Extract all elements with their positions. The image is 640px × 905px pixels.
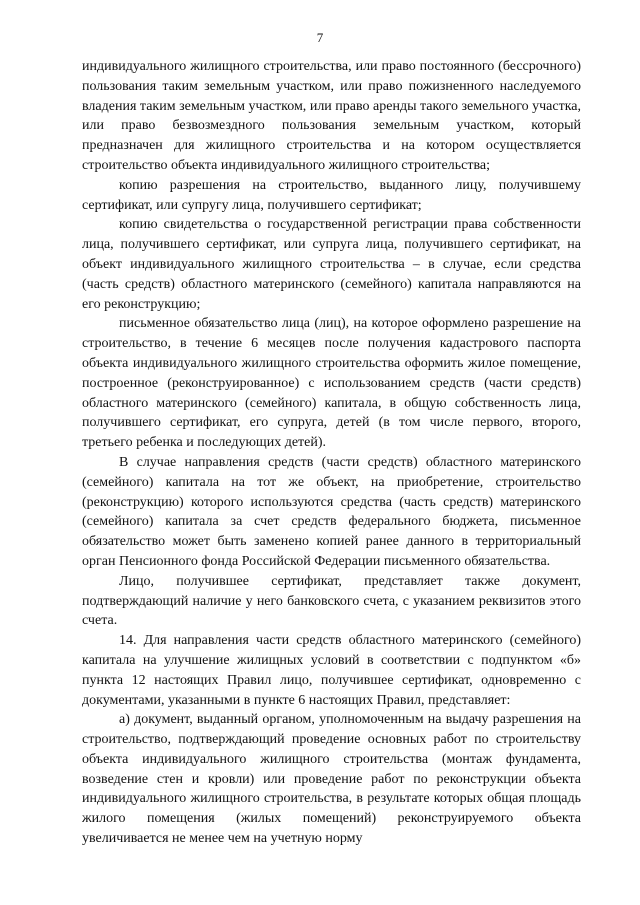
paragraph-item-14a: а) документ, выданный органом, уполномоченным на выдачу разрешения на строительство, подтверждающий проведение основных работ по строительству объекта индивидуального жилищного строительства (монтаж фундамента, возведение стен и кровли) или проведение работ по реконструкции объекта индивидуального жилищного строительства, в результате которых общая площадь жилого помещения (жилых помещений) реконструируемого объекта увеличивается не менее чем на учетную норму (82, 712, 581, 847)
paragraph-item-14: 14. Для направления части средств областного материнского (семейного) капитала на улучшение жилищных условий в соответствии с подпунктом «б» пункта 12 настоящих Правил лицо, получившее сертификат, одновременно с документами, указанными в пункте 6 настоящих Правил, представляет: (82, 633, 581, 708)
page-number: 7 (316, 30, 324, 45)
paragraph-bank-account: Лицо, получившее сертификат, представляет также документ, подтверждающий наличие у него банковского счета, с указанием реквизитов этого счета. (82, 573, 581, 629)
document-body (82, 57, 581, 849)
paragraph-continuation: индивидуального жилищного строительства, или право постоянного (бессрочного) пользования таким земельным участком, или право пожизненного наследуемого владения таким земельным участком, или право аренды такого земельного участка, или право безвозмездного пользования земельным участком, который предназначен для жилищного строительства и на котором осуществляется строительство объекта индивидуального жилищного строительства; (82, 59, 581, 173)
paragraph-written-obligation: письменное обязательство лица (лиц), на которое оформлено разрешение на строительство, в течение 6 месяцев после получения кадастрового паспорта объекта индивидуального жилищного строительства оформить жилое помещение, построенное (реконструированное) с использованием средств (части средств) областного материнского (семейного) капитала, в общую собственность лица, получившего сертификат, его супруга, детей (в том числе первого, второго, третьего ребенка и последующих детей). (82, 316, 581, 451)
paragraph-building-permit-copy: копию разрешения на строительство, выданного лицу, получившему сертификат, или супругу лица, получившего сертификат; (82, 177, 581, 213)
paragraph-ownership-certificate-copy: копию свидетельства о государственной регистрации права собственности лица, получившего сертификат, или супруга лица, получившего сертификат, на объект индивидуального жилищного строительства – в случае, если средства (часть средств) областного материнского (семейного) капитала направляются на его реконструкцию; (82, 217, 581, 312)
paragraph-federal-capital-case: В случае направления средств (части средств) областного материнского (семейного) капитала на тот же объект, на приобретение, строительство (реконструкцию) которого используются средства (часть средств) материнского (семейного) капитала за счет средств федерального бюджета, письменное обязательство может быть заменено копией ранее данного в территориальный орган Пенсионного фонда Российской Федерации письменного обязательства. (82, 454, 581, 569)
